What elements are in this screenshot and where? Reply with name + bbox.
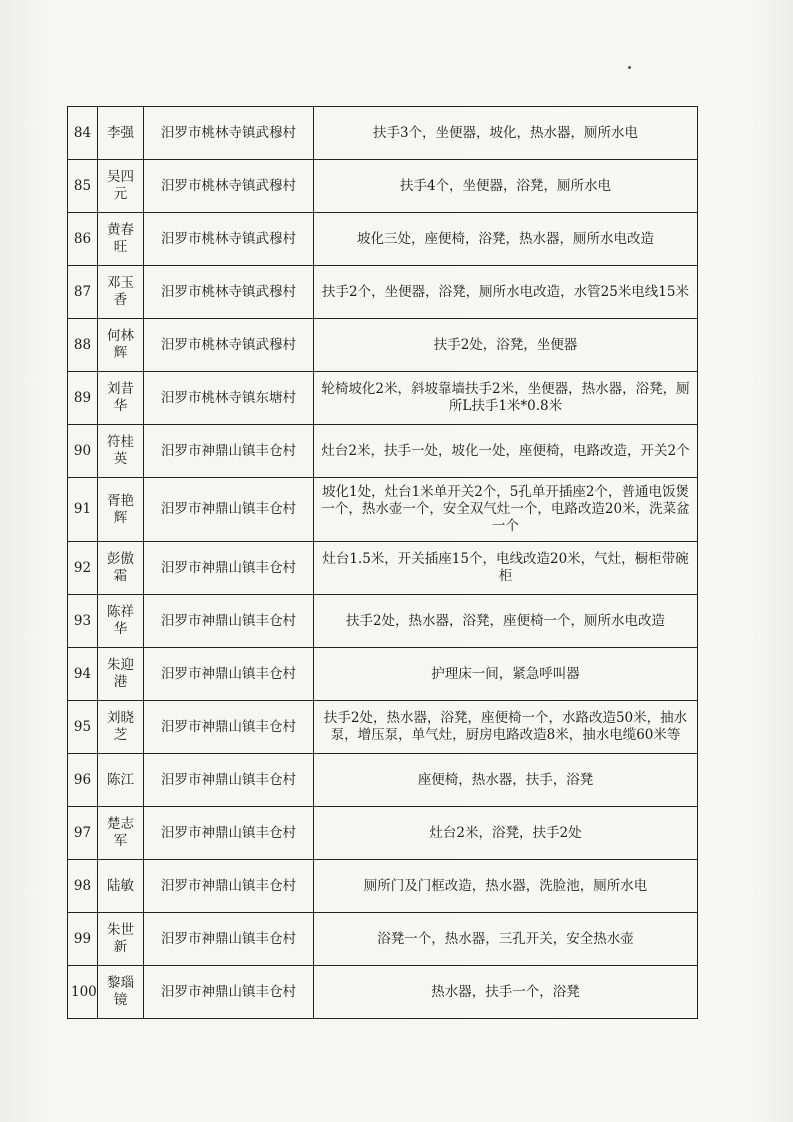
modification-items: 扶手2处，浴凳，坐便器 (314, 319, 698, 372)
table-row (68, 266, 698, 319)
address: 汨罗市桃林寺镇武穆村 (144, 266, 314, 319)
person-name: 陈江 (98, 754, 144, 807)
row-number: 86 (68, 213, 98, 266)
row-number: 89 (68, 372, 98, 425)
table-row (68, 595, 698, 648)
table-row (68, 860, 698, 913)
table-row (68, 107, 698, 160)
table-row (68, 913, 698, 966)
address: 汨罗市神鼎山镇丰仓村 (144, 966, 314, 1019)
modification-items: 扶手4个，坐便器，浴凳，厕所水电 (314, 160, 698, 213)
records-table (67, 106, 698, 1019)
person-name: 朱世新 (98, 913, 144, 966)
person-name: 黎瑙镜 (98, 966, 144, 1019)
table-row (68, 701, 698, 754)
modification-items: 厕所门及门框改造，热水器，洗脸池，厕所水电 (314, 860, 698, 913)
row-number: 84 (68, 107, 98, 160)
table-row (68, 213, 698, 266)
person-name: 楚志军 (98, 807, 144, 860)
row-number: 99 (68, 913, 98, 966)
address: 汨罗市桃林寺镇武穆村 (144, 213, 314, 266)
address: 汨罗市神鼎山镇丰仓村 (144, 754, 314, 807)
person-name: 陈祥华 (98, 595, 144, 648)
table-row (68, 425, 698, 478)
row-number: 90 (68, 425, 98, 478)
person-name: 吴四元 (98, 160, 144, 213)
person-name: 邓玉香 (98, 266, 144, 319)
scan-speck (628, 66, 631, 69)
address: 汨罗市桃林寺镇东塘村 (144, 372, 314, 425)
modification-items: 轮椅坡化2米，斜坡靠墙扶手2米，坐便器，热水器，浴凳，厕所L扶手1米*0.8米 (314, 372, 698, 425)
row-number: 95 (68, 701, 98, 754)
address: 汨罗市神鼎山镇丰仓村 (144, 807, 314, 860)
modification-items: 浴凳一个，热水器，三孔开关，安全热水壶 (314, 913, 698, 966)
person-name: 陆敏 (98, 860, 144, 913)
modification-items: 扶手2处，热水器，浴凳，座便椅一个，厕所水电改造 (314, 595, 698, 648)
row-number: 92 (68, 542, 98, 595)
person-name: 彭傲霜 (98, 542, 144, 595)
person-name: 何林辉 (98, 319, 144, 372)
address: 汨罗市神鼎山镇丰仓村 (144, 860, 314, 913)
records-table-body (68, 107, 698, 1019)
modification-items: 扶手3个，坐便器，坡化，热水器，厕所水电 (314, 107, 698, 160)
address: 汨罗市神鼎山镇丰仓村 (144, 425, 314, 478)
modification-items: 扶手2个，坐便器，浴凳，厕所水电改造，水管25米电线15米 (314, 266, 698, 319)
table-row (68, 542, 698, 595)
person-name: 刘昔华 (98, 372, 144, 425)
modification-items: 坡化三处，座便椅，浴凳，热水器，厕所水电改造 (314, 213, 698, 266)
modification-items: 坡化1处，灶台1米单开关2个，5孔单开插座2个，普通电饭煲一个，热水壶一个，安全双气灶一个，电路改造20米，洗菜盆一个 (314, 478, 698, 542)
row-number: 88 (68, 319, 98, 372)
row-number: 91 (68, 478, 98, 542)
address: 汨罗市神鼎山镇丰仓村 (144, 542, 314, 595)
table-row (68, 754, 698, 807)
row-number: 96 (68, 754, 98, 807)
modification-items: 灶台2米，浴凳，扶手2处 (314, 807, 698, 860)
modification-items: 灶台2米，扶手一处，坡化一处，座便椅，电路改造，开关2个 (314, 425, 698, 478)
address: 汨罗市神鼎山镇丰仓村 (144, 913, 314, 966)
person-name: 刘晓芝 (98, 701, 144, 754)
person-name: 黄春旺 (98, 213, 144, 266)
row-number: 93 (68, 595, 98, 648)
person-name: 胥艳辉 (98, 478, 144, 542)
address: 汨罗市神鼎山镇丰仓村 (144, 648, 314, 701)
address: 汨罗市神鼎山镇丰仓村 (144, 478, 314, 542)
row-number: 87 (68, 266, 98, 319)
row-number: 97 (68, 807, 98, 860)
table-row (68, 372, 698, 425)
person-name: 朱迎港 (98, 648, 144, 701)
row-number: 94 (68, 648, 98, 701)
row-number: 85 (68, 160, 98, 213)
row-number: 100 (68, 966, 98, 1019)
address: 汨罗市桃林寺镇武穆村 (144, 107, 314, 160)
person-name: 李强 (98, 107, 144, 160)
table-row (68, 807, 698, 860)
modification-items: 护理床一间，紧急呼叫器 (314, 648, 698, 701)
person-name: 符桂英 (98, 425, 144, 478)
address: 汨罗市桃林寺镇武穆村 (144, 160, 314, 213)
address: 汨罗市神鼎山镇丰仓村 (144, 701, 314, 754)
table-row (68, 160, 698, 213)
address: 汨罗市神鼎山镇丰仓村 (144, 595, 314, 648)
table-row (68, 319, 698, 372)
modification-items: 热水器，扶手一个，浴凳 (314, 966, 698, 1019)
table-row (68, 648, 698, 701)
row-number: 98 (68, 860, 98, 913)
address: 汨罗市桃林寺镇武穆村 (144, 319, 314, 372)
modification-items: 扶手2处，热水器，浴凳，座便椅一个，水路改造50米，抽水泵，增压泵，单气灶，厨房电路改造8米，抽水电缆60米等 (314, 701, 698, 754)
table-row (68, 478, 698, 542)
table-row (68, 966, 698, 1019)
modification-items: 灶台1.5米，开关插座15个，电线改造20米，气灶，橱柜带碗柜 (314, 542, 698, 595)
modification-items: 座便椅，热水器，扶手，浴凳 (314, 754, 698, 807)
